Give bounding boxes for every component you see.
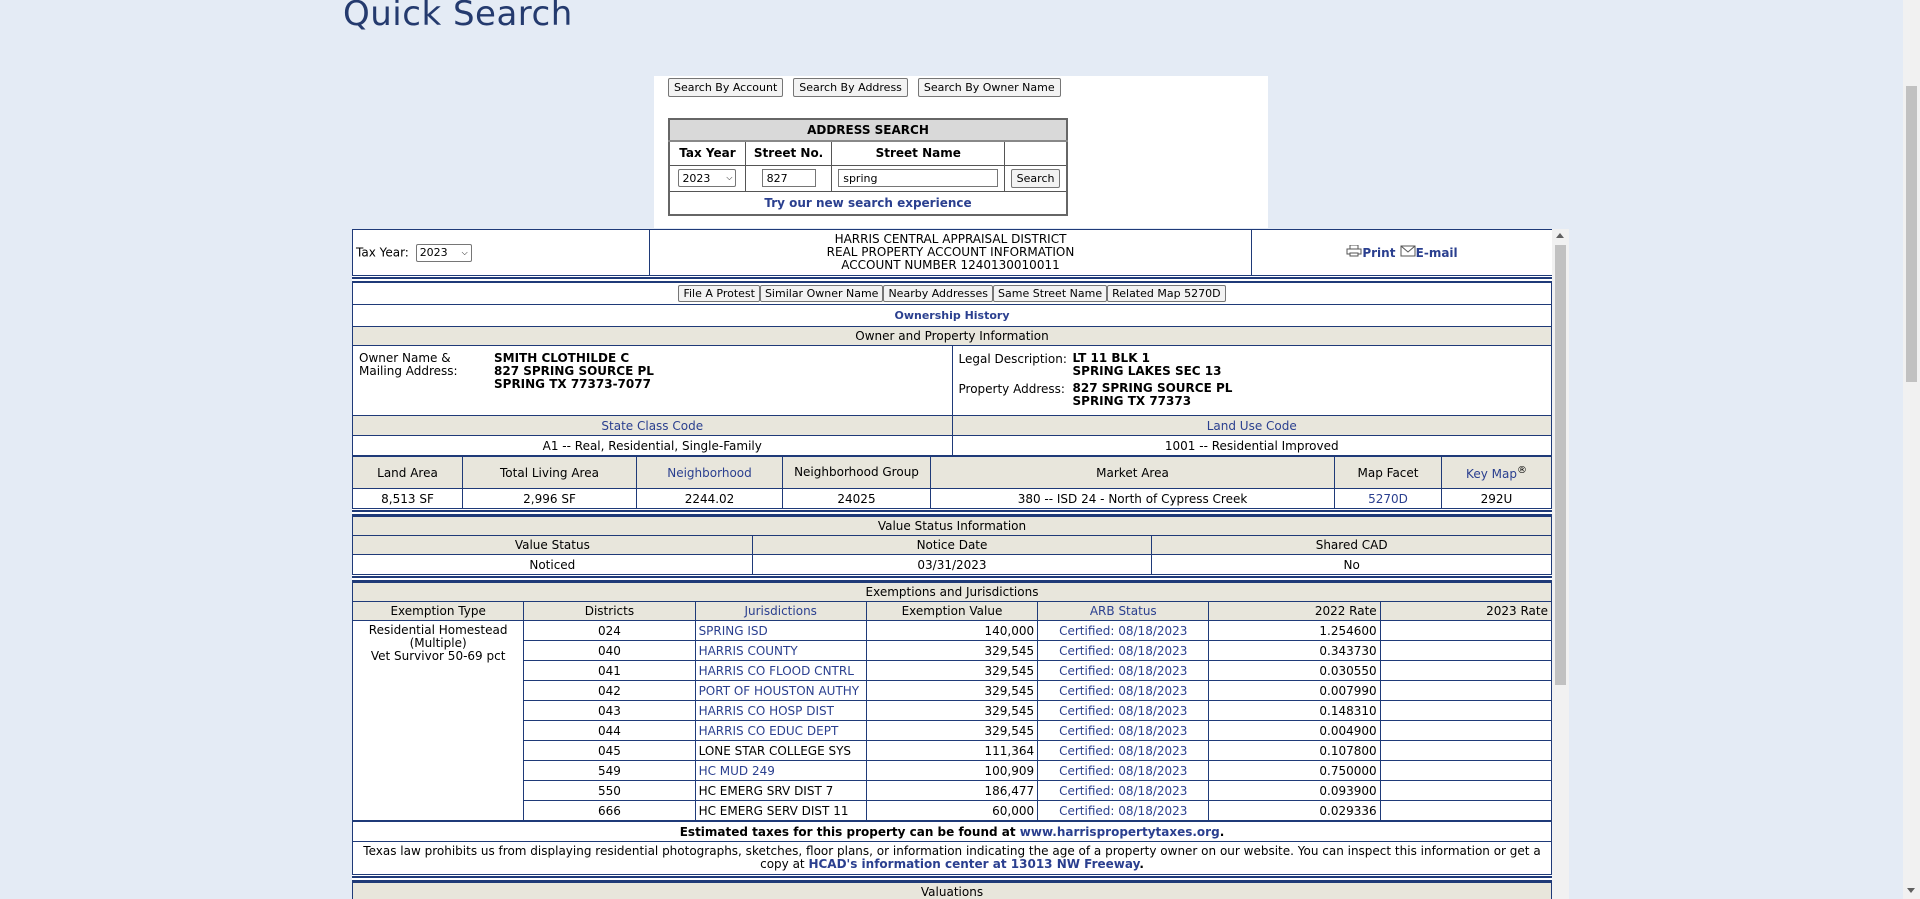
- property-address-2: SPRING TX 77373: [1072, 394, 1192, 408]
- account-header: [352, 229, 1552, 276]
- state-class-link[interactable]: State Class Code: [601, 418, 704, 433]
- neighborhood-value: 2244.02: [637, 489, 783, 509]
- rate-2023: [1380, 721, 1551, 741]
- map-facet-header: Map Facet: [1335, 457, 1442, 489]
- map-facet-link[interactable]: 5270D: [1368, 491, 1408, 506]
- rate-2022: 0.029336: [1209, 801, 1380, 821]
- jurisdiction-link[interactable]: SPRING ISD: [698, 623, 768, 638]
- arb-status-link[interactable]: Certified: 08/18/2023: [1059, 703, 1188, 718]
- arb-status-link-cell: [1038, 781, 1209, 801]
- living-area-value: 2,996 SF: [463, 489, 637, 509]
- registered-mark: ®: [1516, 464, 1527, 476]
- living-area-header: Total Living Area: [463, 457, 637, 489]
- exemption-row: [353, 761, 1552, 781]
- shared-cad-value: No: [1152, 555, 1552, 575]
- street-name-header: Street Name: [832, 141, 1005, 165]
- arb-status-link[interactable]: Certified: 08/18/2023: [1059, 623, 1188, 638]
- tax-year-header: Tax Year: [669, 141, 745, 165]
- district-code: 666: [524, 801, 695, 821]
- owner-section-title: Owner and Property Information: [353, 327, 1552, 346]
- value-status-value: Noticed: [353, 555, 753, 575]
- jurisdiction-link-cell: [695, 621, 866, 641]
- owner-address-1: 827 SPRING SOURCE PL: [494, 364, 654, 378]
- arb-status-link[interactable]: ARB Status: [1089, 604, 1157, 618]
- account-content: [352, 229, 1552, 899]
- rate-2023: [1380, 661, 1551, 681]
- district-code: 024: [524, 621, 695, 641]
- taxes-note: [353, 822, 1552, 842]
- legal-label: Legal Description:: [958, 352, 1067, 366]
- rate-2023: [1380, 681, 1551, 701]
- print-label: Print: [1362, 246, 1396, 260]
- exemption-type: Residential Homestead (Multiple): [368, 623, 508, 650]
- law-note: [353, 842, 1552, 875]
- arb-status-link[interactable]: Certified: 08/18/2023: [1059, 763, 1188, 778]
- district-code: 044: [524, 721, 695, 741]
- legal-desc-1: LT 11 BLK 1: [1072, 351, 1151, 365]
- jurisdiction-name: HC EMERG SERV DIST 11: [695, 801, 866, 821]
- arb-status-link-cell: [1038, 621, 1209, 641]
- exemption-row: [353, 701, 1552, 721]
- exemption-row: [353, 661, 1552, 681]
- related-map-button[interactable]: Related Map 5270D: [1107, 285, 1225, 302]
- rate-2022: 0.093900: [1209, 781, 1380, 801]
- owner-property-table: [352, 326, 1552, 456]
- market-area-header: Market Area: [931, 457, 1335, 489]
- search-mode-buttons: [668, 78, 1061, 97]
- rate-2022: 1.254600: [1209, 621, 1380, 641]
- key-map-link[interactable]: Key Map: [1466, 466, 1517, 481]
- jurisdiction-link[interactable]: HARRIS COUNTY: [698, 643, 798, 658]
- arb-status-link[interactable]: Certified: 08/18/2023: [1059, 783, 1188, 798]
- arb-status-link[interactable]: Certified: 08/18/2023: [1059, 683, 1188, 698]
- rate-2023: [1380, 781, 1551, 801]
- rate-2022-header: 2022 Rate: [1209, 602, 1380, 621]
- notice-date-value: 03/31/2023: [752, 555, 1152, 575]
- property-address-label: Property Address:: [958, 382, 1065, 396]
- arb-status-link-cell: [1038, 681, 1209, 701]
- print-link[interactable]: [1346, 246, 1399, 260]
- arb-status-link-cell: [1038, 761, 1209, 781]
- district-code: 549: [524, 761, 695, 781]
- arb-status-link-cell: [1038, 641, 1209, 661]
- rate-2022: 0.030550: [1209, 661, 1380, 681]
- owner-address-2: SPRING TX 77373-7077: [494, 377, 651, 391]
- notice-date-header: Notice Date: [752, 536, 1152, 555]
- same-street-button[interactable]: Same Street Name: [993, 285, 1107, 302]
- rate-2022: 0.107800: [1209, 741, 1380, 761]
- rate-2023-header: 2023 Rate: [1380, 602, 1551, 621]
- scroll-up-icon[interactable]: [1556, 233, 1564, 238]
- rate-2022: 0.148310: [1209, 701, 1380, 721]
- arb-status-link[interactable]: Certified: 08/18/2023: [1059, 663, 1188, 678]
- jurisdiction-link-cell: [695, 701, 866, 721]
- owner-label-1: Owner Name &: [359, 351, 451, 365]
- property-details-table: [352, 456, 1552, 509]
- district-code: 043: [524, 701, 695, 721]
- taxes-note-text: Estimated taxes for this property can be found at: [679, 824, 1020, 839]
- arb-status-link-cell: [1038, 721, 1209, 741]
- arb-status-link[interactable]: Certified: 08/18/2023: [1059, 723, 1188, 738]
- content-scroll-thumb[interactable]: [1555, 245, 1566, 685]
- account-tax-year-value: 2023: [419, 246, 448, 259]
- jurisdiction-link-cell: [695, 761, 866, 781]
- exemption-value: 329,545: [866, 721, 1037, 741]
- search-button[interactable]: Search: [1011, 169, 1061, 188]
- tax-year-select[interactable]: [678, 169, 736, 187]
- neighborhood-group-value: 24025: [783, 489, 931, 509]
- jurisdiction-link[interactable]: PORT OF HOUSTON AUTHY: [698, 683, 860, 698]
- search-panel: [654, 76, 1268, 228]
- chevron-down-icon: ⌵: [461, 247, 468, 257]
- address-search-table: [668, 118, 1068, 216]
- exemption-row: [353, 721, 1552, 741]
- district-code: 045: [524, 741, 695, 761]
- arb-status-link-cell: [1038, 801, 1209, 821]
- property-address-1: 827 SPRING SOURCE PL: [1072, 381, 1233, 395]
- email-icon: [1400, 245, 1416, 257]
- exemption-value: 100,909: [866, 761, 1037, 781]
- district-code: 550: [524, 781, 695, 801]
- district-code: 041: [524, 661, 695, 681]
- exemption-value: 329,545: [866, 641, 1037, 661]
- jurisdiction-link[interactable]: HC MUD 249: [698, 763, 775, 778]
- ownership-history-link[interactable]: Ownership History: [894, 309, 1010, 322]
- valuations-table: [352, 882, 1552, 899]
- street-no-input[interactable]: [762, 169, 816, 187]
- street-no-header: Street No.: [745, 141, 831, 165]
- exemption-row: [353, 781, 1552, 801]
- key-map-value: 292U: [1442, 489, 1552, 509]
- arb-status-link[interactable]: Certified: 08/18/2023: [1059, 743, 1188, 758]
- state-class-value: A1 -- Real, Residential, Single-Family: [353, 436, 953, 456]
- valuations-title: Valuations: [353, 883, 1552, 899]
- exemption-value: 140,000: [866, 621, 1037, 641]
- search-by-address-button[interactable]: Search By Address: [793, 78, 908, 97]
- notes-table: [352, 821, 1552, 875]
- value-status-title: Value Status Information: [353, 517, 1552, 536]
- page-scrollbar[interactable]: [1903, 0, 1920, 899]
- page-title: Quick Search: [343, 0, 573, 34]
- owner-label-2: Mailing Address:: [359, 364, 458, 378]
- exemptions-title: Exemptions and Jurisdictions: [353, 583, 1552, 602]
- exemption-type: Vet Survivor 50-69 pct: [370, 649, 506, 663]
- exemption-value: 329,545: [866, 701, 1037, 721]
- shared-cad-header: Shared CAD: [1152, 536, 1552, 555]
- file-protest-button[interactable]: File A Protest: [678, 285, 760, 302]
- land-area-value: 8,513 SF: [353, 489, 463, 509]
- rate-2022: 0.343730: [1209, 641, 1380, 661]
- exemption-value-header: Exemption Value: [866, 602, 1037, 621]
- arb-status-link[interactable]: Certified: 08/18/2023: [1059, 643, 1188, 658]
- exemption-types: [353, 621, 524, 821]
- land-use-value: 1001 -- Residential Improved: [952, 436, 1552, 456]
- harris-property-taxes-link[interactable]: www.harrispropertytaxes.org: [1019, 824, 1220, 839]
- empty-header: [1005, 141, 1067, 165]
- new-search-link[interactable]: Try our new search experience: [764, 195, 972, 210]
- rate-2022: 0.750000: [1209, 761, 1380, 781]
- law-note-end: .: [1139, 857, 1144, 871]
- jurisdiction-link-cell: [695, 721, 866, 741]
- legal-desc-2: SPRING LAKES SEC 13: [1072, 364, 1222, 378]
- chevron-down-icon: ⌵: [726, 173, 733, 182]
- jurisdiction-link-cell: [695, 681, 866, 701]
- jurisdiction-link-cell: [695, 661, 866, 681]
- jurisdiction-link[interactable]: HARRIS CO FLOOD CNTRL: [698, 663, 854, 678]
- page-scroll-thumb[interactable]: [1906, 86, 1917, 382]
- neighborhood-link[interactable]: Neighborhood: [667, 465, 752, 480]
- action-buttons: [352, 283, 1552, 305]
- exemption-row: [353, 801, 1552, 821]
- market-area-value: 380 -- ISD 24 - North of Cypress Creek: [931, 489, 1335, 509]
- exemption-value: 329,545: [866, 681, 1037, 701]
- exemption-value: 186,477: [866, 781, 1037, 801]
- exemption-row: [353, 621, 1552, 641]
- printer-icon: [1346, 245, 1362, 257]
- exemption-type-header: Exemption Type: [353, 602, 524, 621]
- search-by-account-button[interactable]: Search By Account: [668, 78, 783, 97]
- arb-status-link-cell: [1038, 701, 1209, 721]
- jurisdiction-link[interactable]: HARRIS CO HOSP DIST: [698, 703, 834, 718]
- rate-2023: [1380, 621, 1551, 641]
- exemption-row: [353, 641, 1552, 661]
- owner-name: SMITH CLOTHILDE C: [494, 351, 630, 365]
- exemption-value: 329,545: [866, 661, 1037, 681]
- exemption-row: [353, 741, 1552, 761]
- land-use-link[interactable]: Land Use Code: [1206, 418, 1297, 433]
- rate-2022: 0.007990: [1209, 681, 1380, 701]
- tax-year-value: 2023: [682, 171, 711, 185]
- exemption-value: 111,364: [866, 741, 1037, 761]
- scroll-down-icon[interactable]: [1907, 888, 1915, 893]
- arb-status-link[interactable]: Certified: 08/18/2023: [1059, 803, 1188, 818]
- taxes-note-end: .: [1219, 824, 1225, 839]
- nearby-addresses-button[interactable]: Nearby Addresses: [883, 285, 993, 302]
- exemption-value: 60,000: [866, 801, 1037, 821]
- value-status-header: Value Status: [353, 536, 753, 555]
- rate-2023: [1380, 801, 1551, 821]
- district-code: 042: [524, 681, 695, 701]
- jurisdiction-link-cell: [695, 641, 866, 661]
- address-search-caption: ADDRESS SEARCH: [669, 119, 1067, 141]
- exemption-row: [353, 681, 1552, 701]
- districts-header: Districts: [524, 602, 695, 621]
- rate-2023: [1380, 641, 1551, 661]
- search-by-owner-button[interactable]: Search By Owner Name: [918, 78, 1061, 97]
- rate-2023: [1380, 761, 1551, 781]
- email-link[interactable]: [1400, 246, 1458, 260]
- jurisdiction-name: HC EMERG SRV DIST 7: [695, 781, 866, 801]
- law-note-text: Texas law prohibits us from displaying residential photographs, sketches, floor plans, or information indicating the age of a property owner on our website. You can inspect this information or get a copy at: [363, 844, 1541, 871]
- content-scrollbar[interactable]: [1552, 229, 1569, 899]
- exemptions-table: [352, 582, 1552, 821]
- street-name-input[interactable]: [838, 169, 998, 187]
- arb-status-link-cell: [1038, 661, 1209, 681]
- rate-2023: [1380, 741, 1551, 761]
- account-info-title: REAL PROPERTY ACCOUNT INFORMATION: [826, 245, 1075, 259]
- district-name: HARRIS CENTRAL APPRAISAL DISTRICT: [834, 232, 1067, 246]
- account-number: ACCOUNT NUMBER 1240130010011: [841, 258, 1060, 272]
- jurisdiction-name: LONE STAR COLLEGE SYS: [695, 741, 866, 761]
- jurisdiction-link[interactable]: HARRIS CO EDUC DEPT: [698, 723, 839, 738]
- district-code: 040: [524, 641, 695, 661]
- similar-owner-button[interactable]: Similar Owner Name: [760, 285, 884, 302]
- rate-2023: [1380, 701, 1551, 721]
- land-area-header: Land Area: [353, 457, 463, 489]
- value-status-table: [352, 516, 1552, 575]
- hcad-info-center-link[interactable]: HCAD's information center at 13013 NW Freeway: [808, 857, 1140, 871]
- neighborhood-group-header: Neighborhood Group: [783, 457, 931, 489]
- jurisdictions-link[interactable]: Jurisdictions: [744, 604, 817, 618]
- arb-status-link-cell: [1038, 741, 1209, 761]
- email-label: E-mail: [1415, 246, 1458, 260]
- rate-2022: 0.004900: [1209, 721, 1380, 741]
- account-tax-year-select[interactable]: [416, 244, 472, 262]
- tax-year-label: Tax Year:: [356, 245, 409, 259]
